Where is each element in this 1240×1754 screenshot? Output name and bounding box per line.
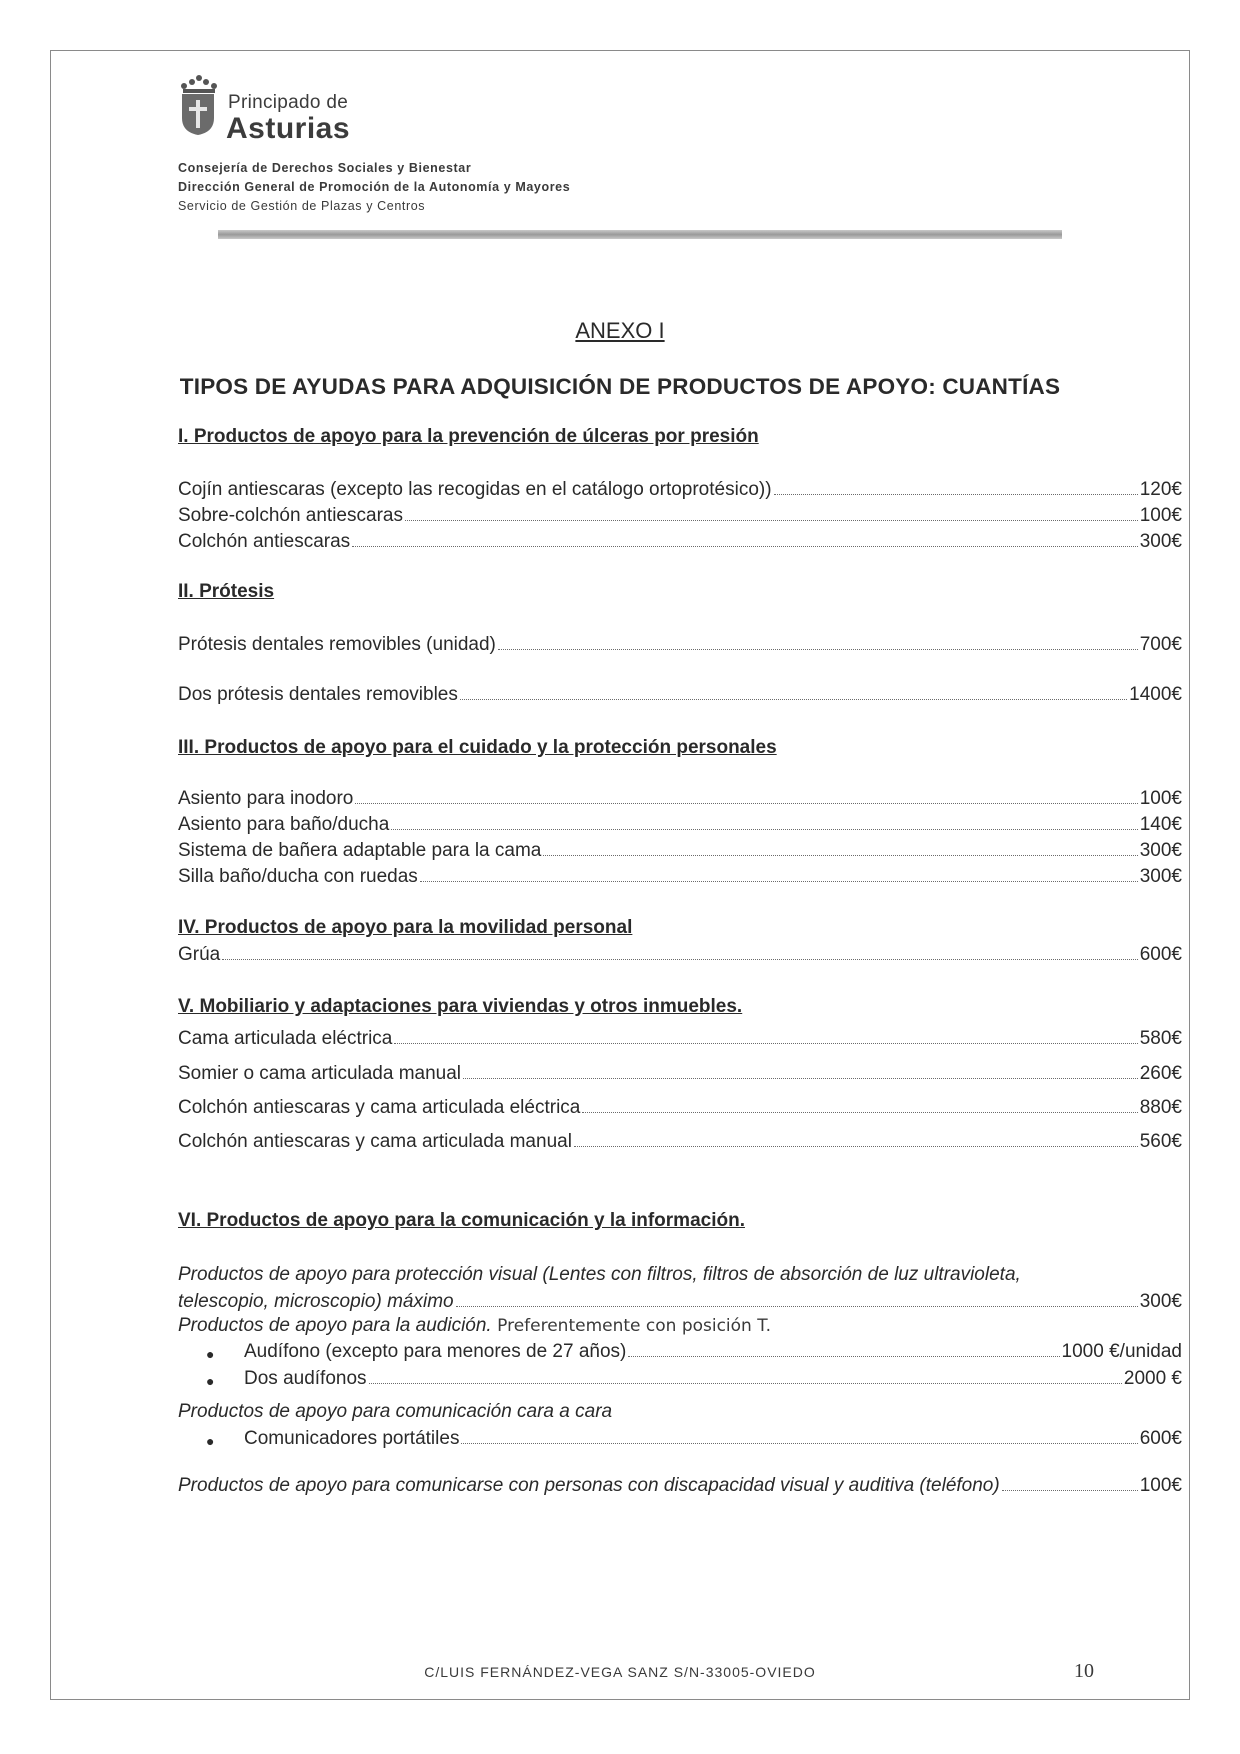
list-item: Sistema de bañera adaptable para la cama 300€ (178, 840, 1182, 861)
dept-line-3: Servicio de Gestión de Plazas y Centros (178, 199, 426, 213)
list-item: Colchón antiescaras y cama articulada manual 560€ (178, 1131, 1182, 1152)
list-item: Prótesis dentales removibles (unidad) 700€ (178, 634, 1182, 655)
list-item: Silla baño/ducha con ruedas 300€ (178, 866, 1182, 887)
footer-address: C/LUIS FERNÁNDEZ-VEGA SANZ S/N-33005-OVIEDO (424, 1664, 816, 1680)
section-heading: VI. Productos de apoyo para la comunicación y la información. (178, 1210, 745, 1231)
page-number: 10 (1074, 1660, 1094, 1682)
dept-line-2: Dirección General de Promoción de la Autonomía y Mayores (178, 180, 571, 194)
logo-title: Asturias (226, 112, 351, 145)
list-item: Productos de apoyo para comunicarse con personas con discapacidad visual y auditiva (teléfono) 100€ (178, 1475, 1182, 1496)
logo-subtitle: Principado de (228, 92, 349, 113)
list-item: Dos audífonos 2000 € (244, 1368, 1182, 1389)
list-item: Grúa 600€ (178, 944, 1182, 965)
list-item: Colchón antiescaras y cama articulada eléctrica 880€ (178, 1097, 1182, 1118)
annex-title: ANEXO I (575, 318, 665, 343)
section-heading: II. Prótesis (178, 581, 275, 602)
list-item: Asiento para baño/ducha 140€ (178, 814, 1182, 835)
list-item: Asiento para inodoro 100€ (178, 788, 1182, 809)
header-divider (218, 230, 1062, 239)
list-item: Dos prótesis dentales removibles 1400€ (178, 684, 1182, 705)
section-heading: IV. Productos de apoyo para la movilidad personal (178, 917, 633, 938)
crown-icon (178, 72, 220, 94)
dept-line-1: Consejería de Derechos Sociales y Bienestar (178, 161, 472, 175)
list-item: Comunicadores portátiles 600€ (244, 1428, 1182, 1449)
list-item: Sobre-colchón antiescaras 100€ (178, 505, 1182, 526)
page-title: TIPOS DE AYUDAS PARA ADQUISICIÓN DE PRODUCTOS DE APOYO: CUANTÍAS (179, 374, 1061, 399)
visual-products-text: Productos de apoyo para protección visual (Lentes con filtros, filtros de absorción de luz ultravioleta, (178, 1264, 1021, 1285)
list-item: Cojín antiescaras (excepto las recogidas en el catálogo ortoprotésico)) 120€ (178, 479, 1182, 500)
section-heading: I. Productos de apoyo para la prevención de úlceras por presión (178, 426, 759, 447)
list-item: telescopio, microscopio) máximo 300€ (178, 1291, 1182, 1312)
list-item: Audífono (excepto para menores de 27 años) 1000 €/unidad (244, 1341, 1182, 1362)
list-item: Somier o cama articulada manual 260€ (178, 1063, 1182, 1084)
bullet-icon: ● (206, 1346, 215, 1362)
bullet-icon: ● (206, 1433, 215, 1449)
list-item: Colchón antiescaras 300€ (178, 531, 1182, 552)
bullet-icon: ● (206, 1373, 215, 1389)
face-to-face-label: Productos de apoyo para comunicación cara a cara (178, 1401, 613, 1422)
shield-icon (180, 92, 216, 136)
asturias-logo (178, 72, 398, 152)
list-item: Cama articulada eléctrica 580€ (178, 1028, 1182, 1049)
section-heading: V. Mobiliario y adaptaciones para viviendas y otros inmuebles. (178, 996, 743, 1017)
audition-products-label: Productos de apoyo para la audición. Preferentemente con posición T. (178, 1315, 772, 1336)
section-heading: III. Productos de apoyo para el cuidado y la protección personales (178, 737, 777, 758)
